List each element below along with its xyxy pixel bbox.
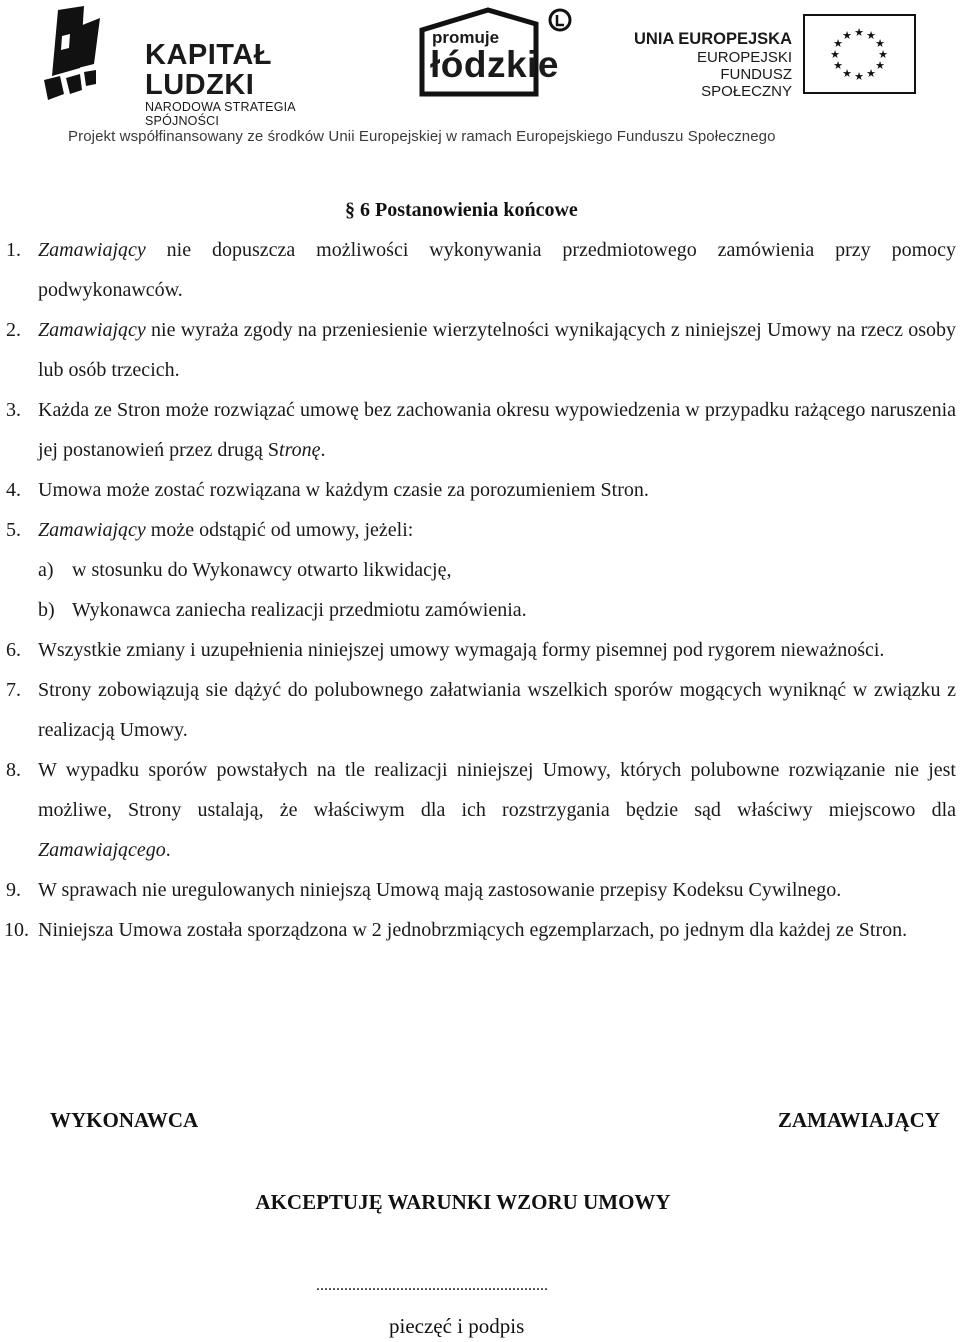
party-name: Zamawiający [38,519,146,541]
item-number: 2. [6,319,21,341]
item-text: W sprawach nie uregulowanych niniejszą Umową mają zastosowanie przepisy Kodeksu Cywilnego. [38,879,842,901]
party-name: Zamawiający [38,239,146,261]
promuje-lodzkie-logo [418,6,574,100]
ue-text [630,30,792,100]
project-cofinancing-line: Projekt współfinansowany ze środków Unii Europejskiej w ramach Europejskiego Funduszu Społecznego [68,128,776,145]
list-item [0,630,960,670]
party-name: Zamawiającego [38,839,166,861]
item-text-emphasis: tronę [279,439,321,461]
item-text: może odstąpić od umowy, jeżeli: [145,519,414,541]
contractor-label: WYKONAWCA [50,1108,199,1132]
list-item [0,750,960,870]
item-number: 10. [4,919,29,941]
sub-item-text: Wykonawca zaniecha realizacji przedmiotu zamówienia. [72,599,527,621]
ue-line-1: UNIA EUROPEJSKA [634,30,792,48]
item-text: Umowa może zostać rozwiązana w każdym czasie za porozumieniem Stron. [38,479,649,501]
signature-row [0,1108,960,1148]
party-name: Zamawiający [38,319,146,341]
list-item [0,510,960,550]
item-text-end: . [165,839,171,861]
item-text: Wszystkie zmiany i uzupełnienia niniejszej umowy wymagają formy pisemnej pod rygorem nieważności. [38,639,885,661]
svg-text:★: ★ [875,59,885,72]
svg-text:★: ★ [866,67,876,80]
item-text: nie wyraża zgody na przeniesienie wierzytelności wynikających z niniejszej Umowy na rzecz osoby lub osób trzecich. [38,319,956,381]
logo-bar [0,0,960,160]
ordering-party-label: ZAMAWIAJĄCY [777,1108,940,1132]
svg-text:★: ★ [842,67,852,80]
sub-item-text: w stosunku do Wykonawcy otwarto likwidację, [72,559,452,581]
item-text: nie dopuszcza możliwości wykonywania przedmiotowego zamówienia przy pomocy podwykonawców. [38,239,956,301]
item-number: 4. [6,479,21,501]
svg-text:★: ★ [833,37,843,50]
section-title: § 6 Postanowienia końcowe [345,199,578,221]
svg-text:★: ★ [854,70,864,83]
item-text: Każda ze Stron może rozwiązać umowę bez zachowania okresu wypowiedzenia w przypadku rażącego naruszenia jej postanowień przez drugą S [38,399,956,461]
item-number: 8. [6,759,21,781]
list-item [0,230,960,310]
svg-text:★: ★ [866,29,876,42]
accept-terms-heading: AKCEPTUJĘ WARUNKI WZORU UMOWY [255,1190,671,1214]
svg-text:★: ★ [842,29,852,42]
item-number: 1. [6,239,21,261]
lodzkie-small-text: promuje [432,28,500,47]
item-text: W wypadku sporów powstałych na tle realizacji niniejszej Umowy, których polubowne rozwiązanie nie jest możliwe, Strony ustalają, że właściwym dla ich rozstrzygania będzie sąd właściwy miejscowo dla [38,759,956,821]
provisions-list [0,230,960,950]
list-item [0,870,960,910]
sub-item-letter: a) [38,559,54,581]
item-text-end: . [320,439,326,461]
item-number: 3. [6,399,21,421]
signature-line: .......................................................... [316,1277,548,1294]
kapital-ludzki-subtitle: NARODOWA STRATEGIA SPÓJNOŚCI [145,100,296,128]
list-item [0,470,960,510]
svg-text:★: ★ [833,59,843,72]
ue-line-2: EUROPEJSKI [696,49,792,66]
ue-line-3: FUNDUSZ SPOŁECZNY [701,66,792,100]
eu-flag-icon [803,14,916,94]
item-number: 5. [6,519,21,541]
list-item [0,910,960,950]
lodzkie-big-text: łódzkie [430,44,559,85]
stamp-and-signature-label: pieczęć i podpis [389,1314,525,1338]
kapital-ludzki-emblem-icon [40,6,104,106]
svg-text:★: ★ [875,37,885,50]
item-number: 7. [6,679,21,701]
kapital-ludzki-logo [40,6,340,128]
list-item [0,670,960,750]
item-text: Strony zobowiązują sie dążyć do polubownego załatwiania wszelkich sporów mogących wyniknąć w związku z realizacją Umowy. [38,679,956,741]
item-text: Niniejsza Umowa została sporządzona w 2 jednobrzmiących egzemplarzach, po jednym dla każdej ze Stron. [38,919,908,941]
item-number: 6. [6,639,21,661]
svg-text:★: ★ [854,26,864,39]
kapital-ludzki-title: KAPITAŁ LUDZKI [145,39,273,101]
list-item [0,390,960,470]
list-item [0,310,960,390]
item-number: 9. [6,879,21,901]
sub-item [0,590,960,630]
svg-text:★: ★ [830,48,840,61]
sub-item [0,550,960,590]
svg-text:★: ★ [878,48,888,61]
sub-item-letter: b) [38,599,55,621]
